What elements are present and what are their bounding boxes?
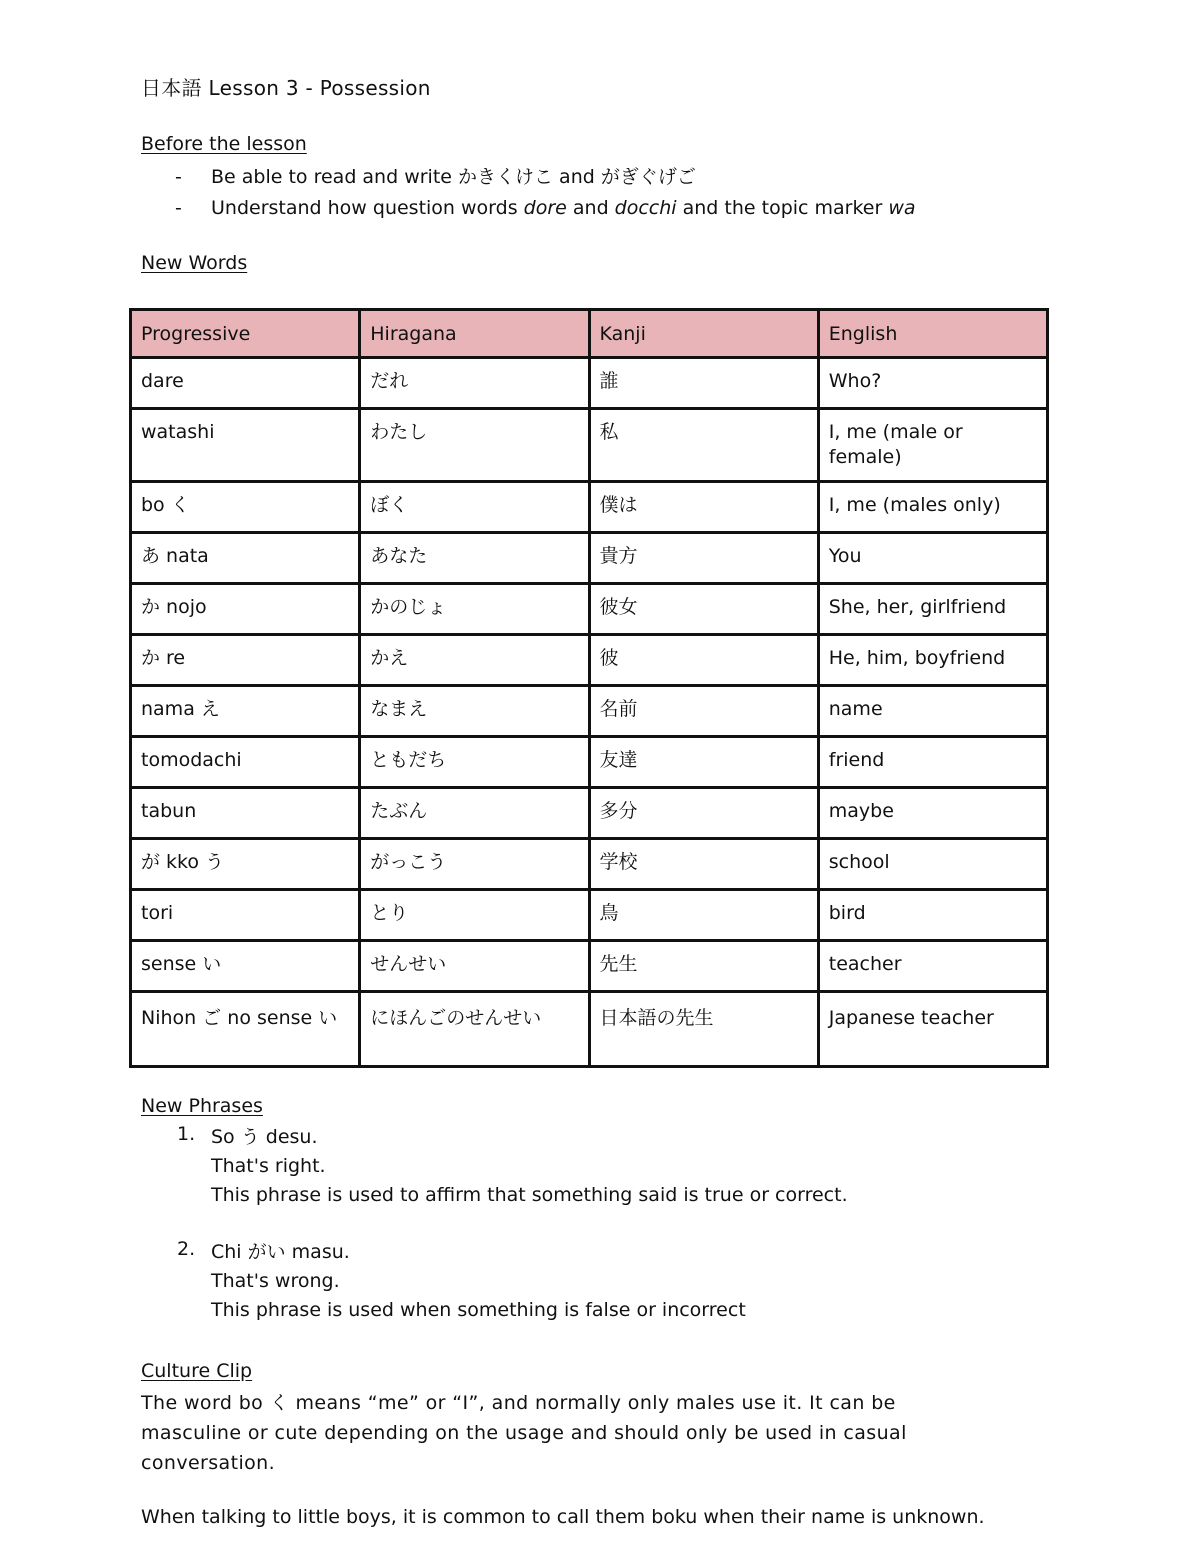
cell-english: Who? [818, 358, 1047, 409]
cell-hiragana: かえ [360, 635, 589, 686]
cell-english: name [818, 686, 1047, 737]
cell-progressive: dare [131, 358, 360, 409]
new-phrases-heading: New Phrases [141, 1095, 263, 1117]
cell-kanji: 僕は [589, 482, 818, 533]
cell-progressive: sense い [131, 941, 360, 992]
cell-english: She, her, girlfriend [818, 584, 1047, 635]
table-row [131, 890, 1048, 941]
cell-progressive: tori [131, 890, 360, 941]
cell-english: He, him, boyfriend [818, 635, 1047, 686]
list-item [141, 1238, 848, 1325]
cell-progressive: tomodachi [131, 737, 360, 788]
table-row [131, 686, 1048, 737]
phrase-text: Chi がい masu. [211, 1241, 350, 1263]
table-row [131, 482, 1048, 533]
table-row [131, 992, 1048, 1067]
column-header-hiragana: Hiragana [360, 310, 589, 358]
phrase-meaning: That's wrong. [211, 1270, 340, 1292]
cell-kanji: 私 [589, 409, 818, 482]
phrase-number: 1. [177, 1123, 196, 1145]
cell-progressive: が kko う [131, 839, 360, 890]
table-row [131, 839, 1048, 890]
cell-english: I, me (males only) [818, 482, 1047, 533]
question-word-dore: dore [523, 197, 567, 219]
list-item [141, 1123, 848, 1210]
cell-hiragana: なまえ [360, 686, 589, 737]
cell-hiragana: たぶん [360, 788, 589, 839]
before-lesson-list [141, 162, 916, 224]
phrase-number: 2. [177, 1238, 196, 1260]
list-item-text: and the topic marker [676, 197, 889, 219]
cell-progressive: か re [131, 635, 360, 686]
cell-hiragana: わたし [360, 409, 589, 482]
cell-kanji: 多分 [589, 788, 818, 839]
cell-hiragana: かのじょ [360, 584, 589, 635]
before-lesson-heading: Before the lesson [141, 133, 307, 155]
cell-english: school [818, 839, 1047, 890]
page-title: 日本語 Lesson 3 - Possession [141, 76, 431, 100]
phrase-text: So う desu. [211, 1126, 318, 1148]
table-row [131, 409, 1048, 482]
list-item-text: Understand how question words [211, 197, 524, 219]
cell-hiragana: がっこう [360, 839, 589, 890]
cell-kanji: 彼女 [589, 584, 818, 635]
list-item [141, 193, 916, 224]
list-item-text: and [566, 197, 615, 219]
cell-progressive: tabun [131, 788, 360, 839]
cell-english: friend [818, 737, 1047, 788]
cell-kanji: 貴方 [589, 533, 818, 584]
cell-hiragana: あなた [360, 533, 589, 584]
culture-clip-paragraph: The word bo く means “me” or “I”, and normally only males use it. It can be masculine or cute depending on the usage and should only be used in casual conversation. [141, 1392, 907, 1474]
table-row [131, 533, 1048, 584]
cell-hiragana: ともだち [360, 737, 589, 788]
new-words-heading: New Words [141, 252, 248, 274]
list-item [141, 162, 916, 193]
table-row [131, 941, 1048, 992]
question-word-docchi: docchi [614, 197, 677, 219]
cell-hiragana: せんせい [360, 941, 589, 992]
closing-paragraph: When talking to little boys, it is common to call them boku when their name is unknown. [141, 1506, 985, 1528]
cell-hiragana: ぼく [360, 482, 589, 533]
cell-progressive: あ nata [131, 533, 360, 584]
table-row [131, 788, 1048, 839]
column-header-kanji: Kanji [589, 310, 818, 358]
cell-hiragana: にほんごのせんせい [360, 992, 589, 1067]
column-header-english: English [818, 310, 1047, 358]
cell-progressive: bo く [131, 482, 360, 533]
cell-english: I, me (male or female) [818, 409, 1047, 482]
table-row [131, 737, 1048, 788]
cell-kanji: 日本語の先生 [589, 992, 818, 1067]
cell-kanji: 学校 [589, 839, 818, 890]
vocabulary-table [129, 308, 1049, 1068]
phrase-note: This phrase is used to affirm that something said is true or correct. [211, 1184, 848, 1206]
cell-kanji: 友達 [589, 737, 818, 788]
cell-english: bird [818, 890, 1047, 941]
culture-clip-heading: Culture Clip [141, 1360, 253, 1382]
cell-hiragana: だれ [360, 358, 589, 409]
cell-kanji: 名前 [589, 686, 818, 737]
table-row [131, 358, 1048, 409]
topic-marker-wa: wa [888, 197, 916, 219]
list-item-text: Be able to read and write かきくけこ and がぎぐげご [211, 166, 696, 188]
cell-english: Japanese teacher [818, 992, 1047, 1067]
cell-progressive: nama え [131, 686, 360, 737]
cell-english: teacher [818, 941, 1047, 992]
table-row [131, 635, 1048, 686]
phrases-list [141, 1123, 848, 1353]
cell-progressive: Nihon ご no sense い [131, 992, 360, 1067]
cell-kanji: 誰 [589, 358, 818, 409]
cell-kanji: 彼 [589, 635, 818, 686]
column-header-progressive: Progressive [131, 310, 360, 358]
cell-progressive: か nojo [131, 584, 360, 635]
cell-kanji: 鳥 [589, 890, 818, 941]
phrase-note: This phrase is used when something is false or incorrect [211, 1299, 746, 1321]
cell-kanji: 先生 [589, 941, 818, 992]
phrase-meaning: That's right. [211, 1155, 326, 1177]
cell-hiragana: とり [360, 890, 589, 941]
table-row [131, 584, 1048, 635]
cell-english: maybe [818, 788, 1047, 839]
cell-progressive: watashi [131, 409, 360, 482]
table-header-row [131, 310, 1048, 358]
cell-english: You [818, 533, 1047, 584]
